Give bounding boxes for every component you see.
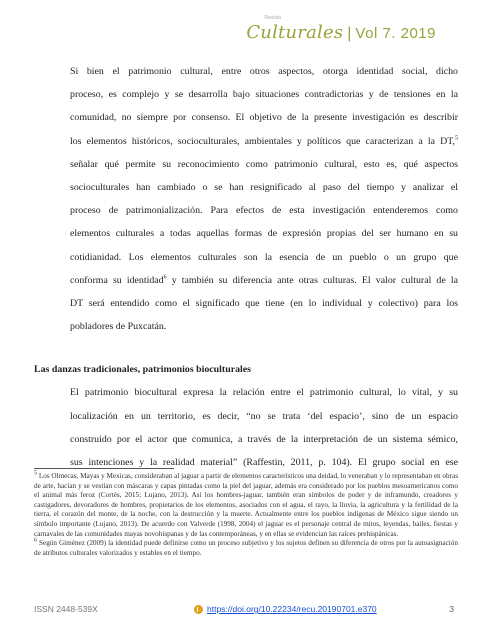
issn-label: ISSN 2448-539X xyxy=(34,604,98,614)
journal-title: Culturales xyxy=(246,22,344,43)
page-footer xyxy=(34,604,458,618)
footnote-text: Según Giménez (2009) la identidad puede definirse como un proceso subjetivo y los sujetos definen su diferencia de otros por la autoasignación de atributos culturales valorizados y estables en el tiempo. xyxy=(34,539,458,557)
text-line: DT será entendido como el significado que tiene (en lo individual y colectivo) para los xyxy=(70,298,458,310)
footnote-mark: 6 xyxy=(34,537,37,544)
text-line xyxy=(34,269,458,292)
footnote-5 xyxy=(34,472,458,539)
paragraph-biocultural xyxy=(34,381,458,474)
text-line: Si bien el patrimonio cultural, entre otros aspectos, otorga identidad social, dicho xyxy=(70,66,458,77)
header-separator: | xyxy=(347,25,352,42)
text-line: socioculturales han cambiado o se han resignificado al paso del tiempo y analizar el xyxy=(70,182,458,194)
text-line: proceso de patrimonialización. Para efectos de esta investigación entenderemos como xyxy=(70,205,458,217)
text-line: cotidianidad. Los elementos culturales son la esencia de un pueblo o un grupo que xyxy=(70,251,458,263)
paragraph-intro xyxy=(34,60,458,338)
doi-link[interactable]: https://doi.org/10.22234/recu.20190701.e370 xyxy=(207,604,377,614)
page-number: 3 xyxy=(449,604,454,614)
text-line: comunidad, no siempre por consenso. El objetivo de la presente investigación es describir xyxy=(70,112,458,124)
text-line: elementos culturales a todas aquellas formas de expresión propias del ser humano en su xyxy=(70,228,458,240)
footnote-ref-6[interactable]: 6 xyxy=(163,274,167,281)
text-line: proceso, es complejo y se desarrolla bajo situaciones contradictorias y de tensiones en la xyxy=(70,89,458,101)
footnote-mark: 5 xyxy=(34,470,37,477)
text-segment: y también su diferencia ante otras culturas. El valor cultural de la xyxy=(166,274,458,286)
text-line: El patrimonio biocultural expresa la relación entre el patrimonio cultural, lo vital, y su xyxy=(70,387,458,399)
text-line: sus intenciones y la realidad material” (Raffestin, 2011, p. 104). El grupo social en ese xyxy=(70,457,458,469)
doi-icon xyxy=(194,605,203,614)
text-line: localización en un territorio, es decir, “no se trata ‘del espacio’, sino de un espacio xyxy=(70,410,458,422)
text-segment: los elementos históricos, socioculturales, ambientales y políticos que caracterizan a la DT, xyxy=(70,135,455,147)
footnote-6 xyxy=(34,539,458,558)
section-heading: Las danzas tradicionales, patrimonios bioculturales xyxy=(34,364,251,376)
footnote-text: Los Olmecas, Mayas y Mexicas, consideraban al jaguar a partir de elementos característicos una deidad, lo veneraban y lo representaban en obras de arte, hacían y se vestían con máscaras y capas pintadas como la piel del jaguar, además era considerado por los pueblos mesoamericanos como el animal más feroz (Cortés, 2015; Lujano, 2013). Así los hombres-jaguar, también eran símbolos de poder y de inframundo, creadores y castigadores, devoradores de hombres, propietarios de los elementos, asociados con el agua, el rayo, la lluvia, la agricultura y la fertilidad de la tierra, el corazón del monte, de la noche, con la destrucción y la muerte. Actualmente entre los pueblos indígenas de México sigue siendo un símbolo importante (Lujano, 2013). De acuerdo con Valverde (1998, 2004) el jaguar es el personaje central de mitos, leyendas, bailes, fiestas y carnavales de las comunidades mayas novohispanas y de las contemporáneas, y en ellas se evidencian las raíces prehispánicas. xyxy=(34,472,459,538)
text-line: construido por el actor que comunica, a través de la interpretación de un sistema sémico, xyxy=(70,433,458,445)
footnotes xyxy=(34,472,458,558)
footnote-ref-5[interactable]: 5 xyxy=(455,135,458,142)
text-line: señalar qué permite su reconocimiento como patrimonio cultural, esto es, qué aspectos xyxy=(70,158,458,170)
text-line xyxy=(34,130,458,153)
text-line: pobladores de Puxcatán. xyxy=(70,321,167,333)
volume-label: Vol 7. 2019 xyxy=(355,25,436,42)
text-segment: conforma su identidad xyxy=(70,274,164,286)
main-text xyxy=(34,60,458,474)
doi-block xyxy=(194,604,377,614)
journal-tag: Revista xyxy=(264,15,282,21)
footnote-divider xyxy=(34,468,174,469)
journal-header xyxy=(246,15,436,44)
